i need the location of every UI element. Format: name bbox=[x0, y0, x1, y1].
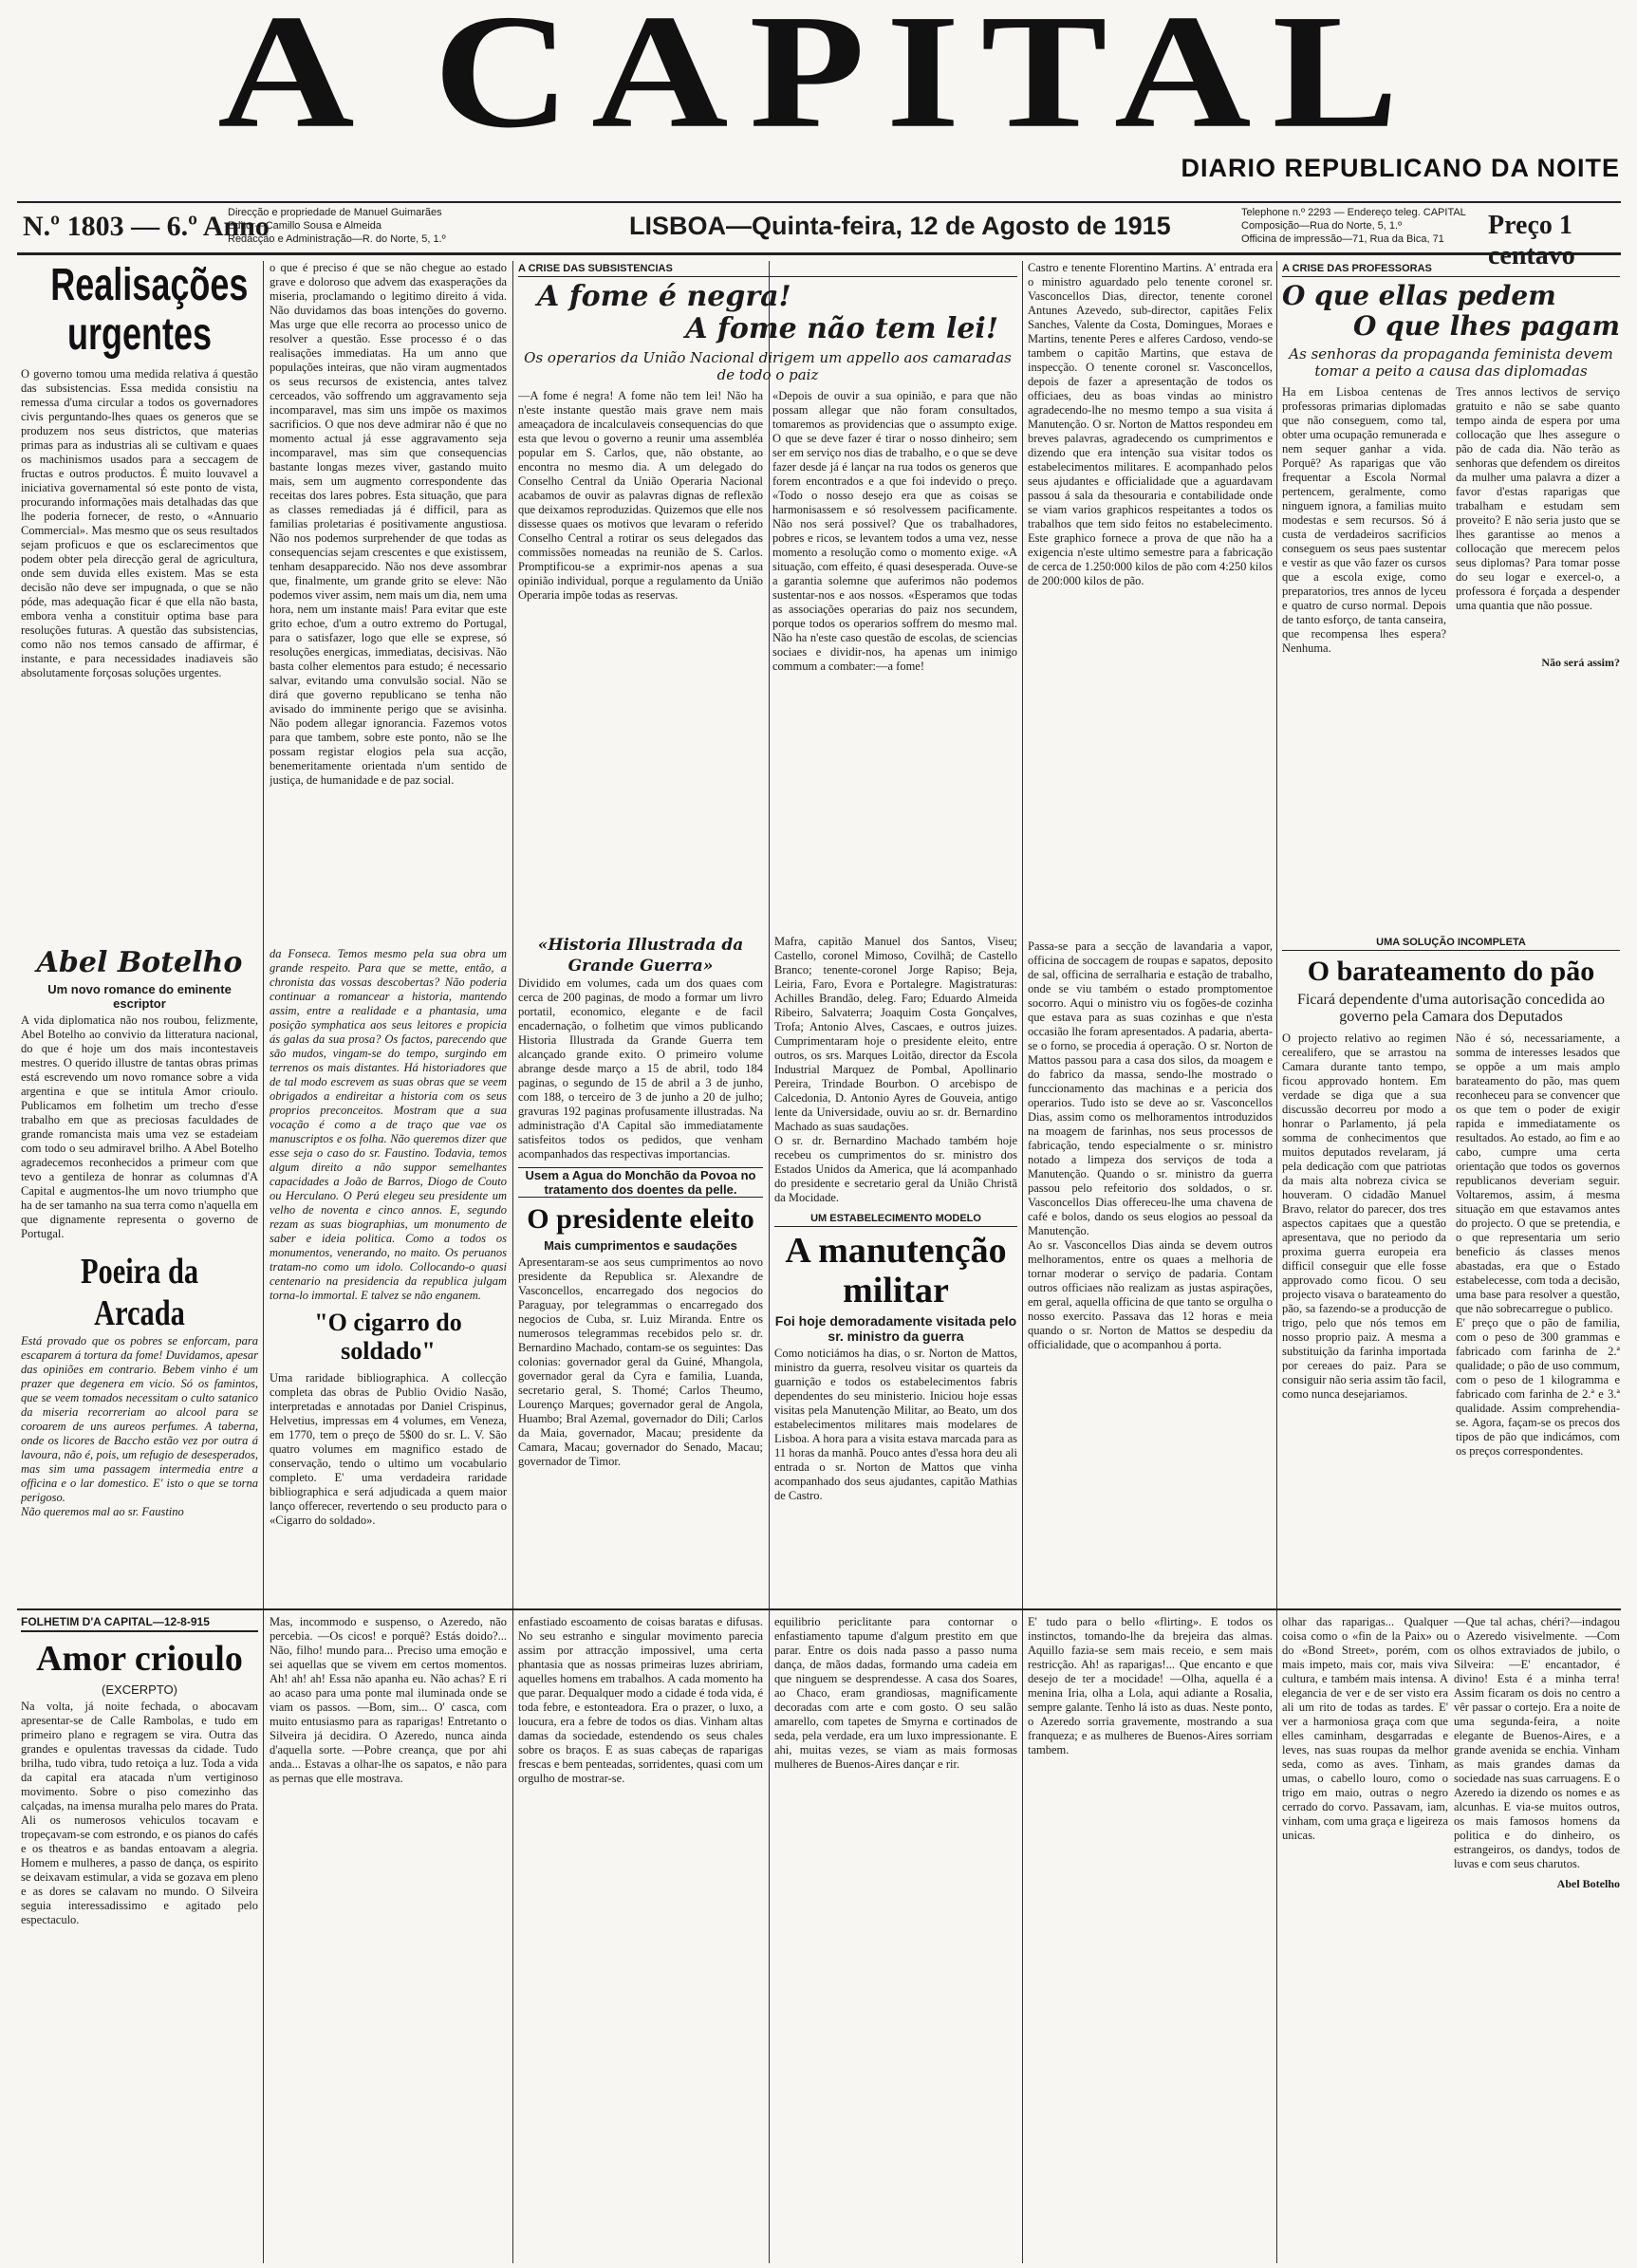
folhetim-column bbox=[518, 1615, 763, 2260]
article-fonseca bbox=[270, 947, 507, 1602]
section-kicker: A CRISE DAS SUBSISTENCIAS bbox=[518, 261, 1017, 277]
direction-line: Direcção e propriedade de Manuel Guimarães bbox=[228, 207, 442, 218]
article-professoras bbox=[1282, 261, 1620, 925]
article-body: O governo tomou uma medida relativa á questão das subsistencias. Essa medida consistiu na remessa d'uma circular a todos os governadores civis perguntando-lhes quaes os generos que se produzem nos seus districtos, que materias primas para as industrias ali se cultivam e quaes os machinismos usados para a seccagem de fructas e outros productos. É muito louvavel a iniciativa governamental só este ponto de vista, procurando informações mais detalhadas das que lhe poderia fornecer, de resto, o «Annuario Commercial». Mas mesmo que os seus resultados sejam proficuos e que os esclarecimentos que podem obter pela direcção geral de agricultura, onde sem duvida elles existem. Mas se esta decisão não deve ser impugnada, o que se não póde, mas adequação ficar é que ella não basta, embora venha a constituir optima base para resoluções futuras. A questão das subsistencias, como não nos temos cansado de affirmar, é instante, e para necessidades inadiaveis são absolutamente forçosas soluções urgentes. bbox=[21, 367, 258, 679]
folhetim-column bbox=[1282, 1615, 1448, 2260]
article-body: —A fome é negra! A fome não tem lei! Não ha n'este instante questão mais grave nem mais ameaçadora de incalculaveis consequencias do que esta que levou o governo a reunir uma assembléa popular em S. Carlos, que, não obstante, ao encontra no mesmo dia. A um delegado do Conselho Central da União Operaria Nacional acabamos de ouvir as palavras dignas de reflexão que deixamos reproduzidas. Quizemos que elle nos dissesse quaes os motivos que levaram o referido Conselho Central a rotirar os seus delegados das commissões nomeadas na reunião de S. Carlos. Promptificou-se a exprimir-nos apenas a sua opinião individual, porque a regulamento da União Operaria impõe todas as reservas. bbox=[518, 389, 763, 602]
article-body: enfastiado escoamento de coisas baratas e difusas. No seu estranho e singular movimento parecia assim por attracção impossivel, uma certa phantasia que as nossas primeiras luzes abririam, aquelles homens em trabalhos. A cada momento ha que parar. Dequalquer modo a cidade é toda vida, é toda febre, e estonteadora. Era o prazer, o luxo, a loucura, era a febre de todos os dias. Vinham altas damas da sociedade, estendendo os seus chales sobre os braços. E as suas cabeças de raparigas frescas e bem penteadas, sorridentes, quasi com um orgulho de mostrar-se. bbox=[518, 1615, 763, 1785]
article-body: o que é preciso é que se não chegue ao estado grave e doloroso que advem das exasperações da miseria, proclamando o legitimo direito á vida. Não duvidamos das boas intenções do governo. Mas urge que elle recorra ao processo unico de resolver a questão. Esse processo é o das realisações immediatas. Ha um anno que populações inteiras, que não viram augmentados os seus recursos de existencia, antes talvez cerceados, vão soffrendo um aggravamento seja incomparavel, mas sim uns impõe os maximos sacrificios. O que nos deve admirar não é que no momento actual já esse aggravamento seja incomparavel, mas sim que consequencias bastante longas mezes viver, gastando muito mais, sem um augmento correspondente das receitas dos lares pobres. Esta situação, que para as classes remediadas já é difficil, para as familias proletarias é positivamente angustiosa. Não nos podemos surprehender de que todas as consequencias sejam crescentes e que existissem, tenham desapparecido. Não nos deve assombrar que, finalmente, um grande grito se eleve: Não podemos viver assim, nem mais um dia, nem uma hora, nem um instante mais! Para evitar que este grito echoe, d'um a outro extremo do Portugal, para o satisfazer, logo que elle se exprese, só resoluções energicas, immediatas, decisivas. Não basta colher elementos para estudo; é necessario salvar, evitando uma convulsão social. Não se dirá que governo republicano se tenha não avisado do imminente perigo que se avisinha. Não podem allegar ignorancia. Fazemos votos para que tambem, sobre este ponto, não se lhe possam registar elogios pela sua acção, benemeritamente orientada n'um sentido de justiça, de humanidade e de paz social. bbox=[270, 261, 507, 787]
headline: Amor crioulo bbox=[36, 1639, 243, 1679]
article-body: E' preço que o pão de familia, com o peso de 300 grammas e fabricado com farinha de 2.ª qualidade; o pão de uso commum, com o peso de 1 kilogramma e fabricado com farinha de 2.ª e 3.ª qualidade. Assim comprehendia-se. Agora, façam-se os precos dos tipos de pão que indicámos, com os preços correspondentes. bbox=[1456, 1316, 1620, 1458]
newspaper-title: A CAPITAL bbox=[217, 0, 1420, 162]
article-continuation bbox=[1028, 261, 1273, 935]
deck: As senhoras da propaganda feminista devem tomar a peito a causa das diplomadas bbox=[1289, 345, 1613, 380]
article-historia bbox=[518, 935, 763, 1604]
section-kicker: UMA SOLUÇÃO INCOMPLETA bbox=[1282, 935, 1620, 951]
section-kicker: A CRISE DAS PROFESSORAS bbox=[1282, 261, 1620, 277]
article-continuation bbox=[1028, 939, 1273, 1604]
headline: O que ellas pedem bbox=[1282, 280, 1556, 311]
article-realisacoes bbox=[21, 261, 258, 939]
headline: O presidente eleito bbox=[527, 1203, 754, 1235]
article-body: Tres annos lectivos de serviço gratuito e não se sabe quanto tempo ainda de espera por uma collocação que lhes assegure o pão de cada dia. Não terão as senhoras que defendem os direitos da mulher uma palavra a dizer a favor d'estas raparigas que trabalham e estudam sem proveito? E não seria justo que se lhes garantisse ao menos a collocação que merecem pelos seus diplomas? Para tomar posse do seu logar e exercel-o, a professora é forçada a despender uma quantia que não possue. bbox=[1456, 385, 1620, 612]
column-rule bbox=[1276, 261, 1277, 2263]
article-body: O projecto relativo ao regimen cerealifero, que se arrastou na Camara durante tanto tempo, ficou approvado hontem. Em verdade se diga que a sua discussão decorreu por modo a honrar o Parlamento, já pela somma de conhecimentos que muitos deputados revelaram, já pela dedicação com que patriotas da mais alta nobreza civica se houveram. O cidadão Manuel Bravo, relator do parecer, dos tres aspectos capitaes que a questão apresentava, que no periodo da proxima guerra europeia era difficil conseguir que elle fosse approvado como ficou. O seu projecto visava o barateamento do pão, sa fazendo-se a producção de trigo, pelo que nós temos em nosso proprio paiz. A mesma a substituição da farinha importada por cereaes do paiz. Para se consiguir não seria assim tão facil, como nunca desejariamos. bbox=[1282, 1032, 1446, 1401]
signature: Não queremos mal ao sr. Faustino bbox=[21, 1505, 184, 1518]
article-body: Está provado que os pobres se enforcam, para escaparem á tortura da fome! Duvidamos, apesar das opiniões em contrario. Bebem vinho é um prazer que degenera em vicio. Só os famintos, que se veem tomados necessitam o culto satanico da miseria recorreriam ao alcool para se coroarem de uns aureos perfumes. A taberna, onde os licores de Baccho estão vez por outra á lavoura, não é, pois, um refugio de desesperados, mas sim uma passagem intermedia entre a officina e o lar domestico. E' isto o que se torna perigoso. bbox=[21, 1334, 258, 1504]
article-body: A vida diplomatica não nos roubou, felizmente, Abel Botelho ao convivio da litteratura nacional, do que é hoje um dos mais incontestaveis mestres. O querido illustre de tantas obras primas está escrevendo um novo romance sobre a vida argentina e que se intitula Amor crioulo. Publicamos em folhetim um trecho d'esse trabalho em que as preciosas faculdades de grande romancista mais uma vez se estadeiam com todo o seu admiravel brilho. A Abel Botelho agradecemos reconhecidos a primeur com que tevo a gentileza de honrar as columnas d'A Capital e augmentos-lhe um novo triumpho que ha de ser tamanho na sua terra como n'aquella em que dignamente representa o governo de Portugal. bbox=[21, 1013, 258, 1240]
signature: Não será assim? bbox=[1541, 656, 1620, 669]
folhetim-column bbox=[774, 1615, 1017, 2260]
folhetim-rule bbox=[17, 1608, 1621, 1610]
contact-info bbox=[1241, 206, 1466, 246]
article-continuation bbox=[270, 261, 507, 939]
price: Preço 1 centavo bbox=[1488, 211, 1575, 270]
article-body: Passa-se para a secção de lavandaria a vapor, officina de soccagem de roupas e sapatos, deposito de sal, officina de serralharia e estação de trabalho, onde se viu também o estado promptomentoe socorro. Aqui o ministro viu os fogões-de cozinha que estava para as suas cozinhas e que n'esta occasião lhe foram apresentados. A padaria, aberta-se o forno, se procedia á operação. O sr. Norton de Mattos passou para a casa dos silos, da moagem e do fabrico da massa, sendo-lhe mostrado o funccionamento das machinas e a pericia dos operarios. Tudo isto se deve ao sr. Vasconcellos Dias, assim como os melhoramentos introduzidos na moagem de farinhas, nos seus processos de fabricação, tendo especialmente o sr. ministro notado a limpeza dos serviços de toda a Manutenção. Quando o sr. ministro da guerra passou pelo refeitorio dos soldados, o sr. Vasconcellos Dias offereceu-lhe uma chavena de café e bolos, dando os seus elogios ao pessoal da Manutenção. bbox=[1028, 939, 1273, 1237]
article-body: Como noticiámos ha dias, o sr. Norton de Mattos, ministro da guerra, resolveu visitar os quarteis da guarnição e todos os estabelecimentos fabris dependentes do seu ministerio. Iniciou hoje essas visitas pela Manutenção Militar, ao Beato, um dos estabelecimentos militares mais modelares de Lisboa. A hora para a visita estava marcada para as 11 horas da manhã. Pouco antes d'essa hora deu ali entrada o sr. Norton de Mattos que vinha acompanhado dos seus ajudantes, capitão Mathias de Castro. bbox=[774, 1347, 1017, 1502]
article-abel-botelho bbox=[21, 947, 258, 1602]
deck: Os operarios da União Nacional dirigem um appello aos camaradas de todo o paiz bbox=[524, 349, 1012, 383]
folhetim-column bbox=[1028, 1615, 1273, 2260]
composition-line: Composição—Rua do Norte, 5, 1.º bbox=[1241, 220, 1403, 232]
address-line: Redacção e Administração—R. do Norte, 5, 1.º bbox=[228, 233, 446, 245]
column-rule bbox=[1022, 261, 1023, 2263]
headline: O que lhes pagam bbox=[1352, 310, 1620, 342]
article-body: Não é só, necessariamente, a somma de interesses lesados que se oppõe a um mais amplo barateamento do pão, mas quem reconheceu para se convencer que os que tem o poder de exigir rapida e immediatamente os resultados. Ao estado, ao fim e ao cabo, cumpre uma certa orientação que todos os governos republicanos deveriam seguir. Voltaremos, assim, á mesma situação em que estavamos antes do projecto. O que se pretendia, e o que representaria um serio beneficio ás classes menos abastadas, era que o Estado estabelecesse, com toda a decisão, uma base para resolver a questão, que não sobrecarregue o publico. bbox=[1456, 1032, 1620, 1315]
headline: Realisações urgentes bbox=[50, 261, 249, 360]
folhetim-label: FOLHETIM D'A CAPITAL—12-8-915 bbox=[21, 1615, 258, 1632]
headline: A fome não tem lei! bbox=[685, 312, 998, 345]
advert: Usem a Agua do Monchão da Povoa no tratamento dos doentes da pelle. bbox=[518, 1167, 763, 1198]
subheadline: (EXCERPTO) bbox=[102, 1682, 177, 1697]
article-body: Ha em Lisboa centenas de professoras primarias diplomadas que não conseguem, como tal, obter uma ocupação remunerada e nem sequer ganhar a vida. Porquê? As raparigas que vão frequentar a Escola Normal pertencem, geralmente, como ninguem ignora, a familias muito modestas e sem recursos. Só á custa de verdadeiros sacrificios conseguem os seus paes sustentar e vestir as que vão fazer os cursos que a escola exige, como preparatorios, tres annos de lyceu e quatro de curso normal. Depois de tanto esforço, de tanta canseira, que recompensa lhes espera? Nenhuma. bbox=[1282, 385, 1446, 655]
folhetim-column bbox=[270, 1615, 507, 2260]
printing-line: Officina de impressão—71, Rua da Bica, 71 bbox=[1241, 233, 1444, 245]
headline: O barateamento do pão bbox=[1307, 956, 1595, 987]
article-body: Apresentaram-se aos seus cumprimentos ao novo presidente da Republica sr. Alexandre de Vasconcellos, encarregado dos negocios do Paraguay, por telegrammas o encarregado dos negocios de Cuba, sr. Luiz Miranda. Entre os numerosos telegrammas recebidos pelo sr. dr. Bernardino Machado, contam-se os seguintes: Das colonias: governador geral da Guiné, Mhangola, governador geral da Cyra e familia, Luanda, secretario geral, S. Thomé; Carlos Theumo, Lourenço Marques; governador geral de Angola, Huambo; Bral Azemal, governador do Dili; Carlos da Maia, governador, Macau; presidente da Camara, Macau; governador do Senado, Macau; governador de Timor. bbox=[518, 1255, 763, 1468]
article-body: Dividido em volumes, cada um dos quaes com cerca de 200 paginas, de modo a formar um livro portatil, economico, elegante e de facil encadernação, o folhetim que vimos publicando Historia Illustrada da Grande Guerra tem alcançado grande exito. O primeiro volume abrange desde março a 15 de abril, todo 184 paginas, o segundo de 15 de abril a 3 de junho, com 188, o terceiro de 3 de junho a 20 de julho; gravuras 192 paginas profusamente illustradas. Na administração d'A Capital são immediatamente satisfeitos todos os pedidos, que venham acompanhados das respectivas importancias. bbox=[518, 976, 763, 1161]
column-rule bbox=[512, 261, 513, 2263]
telephone-line: Telephone n.º 2293 — Endereço teleg. CAPITAL bbox=[1241, 207, 1466, 218]
article-barateamento bbox=[1282, 935, 1620, 1604]
article-body: E' tudo para o bello «flirting». E todos os instinctos, tomando-lhe da brejeira das almas. Aquillo fazia-se sem mais receio, e sem mais restricção. Ah! as raparigas!... Que encanto e que desejo de ter a mocidade! —Olha, aquella é a menina Iria, olha a Lola, aqui adiante a Rosalia, sempre galante. Tenho lá isto as duas. Neste ponto, o Azeredo sorria gravemente, mostrando a sua franqueza; e as mulheres de Buenos-Aires sorriam tambem. bbox=[1028, 1615, 1273, 1757]
masthead bbox=[0, 0, 1637, 180]
headline: A fome é negra! bbox=[537, 280, 791, 313]
article-fome bbox=[518, 261, 1017, 930]
article-body: Ao sr. Vasconcellos Dias ainda se devem outros melhoramentos, entre os quaes a melhoria de tornar moderar o serviço de padaria. Contam outros officiaes não realizam as justas aspirações, em geral, aquella officina de que tanto se orgulha o nosso exercito. Passava das 12 horas e meia quando o sr. Norton de Mattos se despediu da officialidade, que o acompanhou á porta. bbox=[1028, 1238, 1273, 1351]
folhetim bbox=[21, 1615, 258, 2260]
headline: Abel Botelho bbox=[36, 947, 243, 979]
headline: "O cigarro do soldado" bbox=[314, 1309, 462, 1365]
column-rule bbox=[263, 261, 264, 2263]
signature: Abel Botelho bbox=[1556, 1877, 1620, 1890]
subheadline: Um novo romance do eminente escriptor bbox=[47, 982, 232, 1011]
subheadline: Ficará dependente d'uma autorisação concedida ao governo pela Camara dos Deputados bbox=[1296, 992, 1606, 1025]
article-body: Na volta, já noite fechada, o abocavam apresentar-se de Calle Rambolas, e tudo em primeiro plano e regragem se vira. Outra das grandes e opulentas travessas da cidade. Tudo brilha, tudo vibra, tudo retoiça a luz. Toda a vida da capital era atacada n'um vertiginoso movimento. Sobre o piso comezinho das calçadas, na imensa muralha pelo mares do Prata. Ali os numerosos vehiculos tocavam e tropeçavam-se com estrondo, e os pianos do cafés e os theatros e as bandas entoavam a alegria. Homem e mulheres, a passo de dança, os espirito se deixavam estimular, a vida se gozava em pleno e as dores se calavam no mundo. O Silveira seguia interessadissimo e agitado pelo espectaculo. bbox=[21, 1700, 258, 1926]
headline: A manutenção militar bbox=[785, 1231, 1007, 1311]
article-body: Uma raridade bibliographica. A collecção completa das obras de Publio Ovidio Nasão, interpretadas e annotadas por Daniel Crispinus, Helvetius, impressas em 4 volumes, em Veneza, em 1770, tem o preço de 5$00 do sr. L. V. São quatro volumes em magnifico estado de conservação, tendo o ultimo um vocabulario completo. E' uma verdadeira raridade bibliographica e será adjudicada a quem maior lanço offerecer, revertendo o seu producto para o «Cigarro do soldado». bbox=[270, 1371, 507, 1527]
article-body: equilibrio periclitante para contornar o enfastiamento tapume d'algum prestito em que parar. Entre os dois nada passo a passo numa dança, de mãos dadas, formando uma cadeia em que ninguem se desprendesse. A casa dos Soares, ao Chaco, eram grandiosas, magnificamente decoradas com arte e com gosto. O seu salão amarello, com tapetes de Smyrna e cortinados de seda, pela verdade, era um luxo impressionante. E ahi, muitas vezes, se viam as mais formosas mulheres de Buenos-Aires dançar e rir. bbox=[774, 1615, 1017, 1771]
subheadline: Foi hoje demoradamente visitada pelo sr. ministro da guerra bbox=[774, 1313, 1017, 1344]
article-body: olhar das raparigas... Qualquer coisa como o «fin de la Paix» ou do «Bond Street», porém, com mais impeto, mais cor, mais viva cultura, e também mais intensa. A elegancia de ver e de ser visto era ali um rito de todas as tardes. E' ver a harmoniosa graça com que elles caminham, desgarradas e leves, nas suas roupas da melhor seda, como as aves. Tinham, umas, o cabello louro, como o trigo em maio, outras o negro cerrado do corvo. Passavam, iam, vinham, com uma graça e ligeireza unicas. bbox=[1282, 1615, 1448, 1842]
newspaper-subtitle: DIARIO REPUBLICANO DA NOITE bbox=[1181, 154, 1620, 182]
article-manutencao bbox=[774, 935, 1017, 1604]
subheadline: Mais cumprimentos e saudações bbox=[544, 1238, 737, 1253]
issue-number: N.º 1803 — 6.º Anno bbox=[23, 211, 270, 242]
editor-line: Editor—Camillo Sousa e Almeida bbox=[228, 220, 382, 232]
article-body: —Que tal achas, chéri?—indagou o Azeredo visivelmente. —Com os olhos extraviados de jubilo, o Silveira: —E' encantador, é divino! Esta é a minha terra! Assim ficaram os dois no centro a vêr passar o cortejo. Era a noite de uma segunda-feira, a noite elegante de Buenos-Aires, e a grande avenida se enchia. Vinham as mais grandes damas da sociedade nas suas carruagens. E o Azeredo ia dizendo os nomes e as alcunhas. E via-se muitos outros, os mais famosos homens da politica e do dinheiro, os estrangeiros, os dandys, todos de luvas e com seus charutos. bbox=[1454, 1615, 1620, 1870]
direction-info bbox=[228, 206, 446, 246]
article-body: O sr. dr. Bernardino Machado também hoje recebeu os cumprimentos do sr. ministro dos Estados Unidos da America, que lá acompanhado do presidente e secretario geral da União Christã da Mocidade. bbox=[774, 1134, 1017, 1204]
article-body: Castro e tenente Florentino Martins. A' entrada era o ministro aguardado pelo tenente coronel sr. Vasconcellos Dias, director, tenente coronel Antunes Azevedo, sub-director, capitães Felix Sanches, Valente da Costa, Domingues, Moraes e Martins, tenente Peres e alferes Cardoso, vendo-se tambem o capitão Martins, que estava de inspecção. O tenente coronel sr. Vasconcellos, depois de fazer a apresentação de todos os officiaes, deu as boas vindas ao ministro agradecendo-lhe no mesmo tempo a sua visita á Manutenção. O sr. Norton de Mattos respondeu em breves palavras, agradecendo os cumprimentos e dizendo que era intenção sua visitar todos os estabelecimentos militares. E acompanhado pelos seus ajudantes e officialidade que a aguardavam passou á sala da thesouraria e contabilidade onde se viam varios graphicos respeitantes a todos os trabalhos que tem sido feitos no estabelecimento. Este graphico fornece a prova de que não ha a exigencia n'este ultimo semestre para a fabricação de cerca de 1.250:000 kilos de pão com 4:250 kilos de 200:000 kilos de pão. bbox=[1028, 261, 1273, 587]
headline: «Historia Illustrada da Grande Guerra» bbox=[537, 936, 744, 976]
article-body: Mafra, capitão Manuel dos Santos, Viseu; Castello, coronel Mimoso, Covilhã; de Castello Branco; tenente-coronel Jorge Rapiso; Beja, Leiria, Faro, Evora e Portalegre. Magistraturas: Achilles Brandão, deleg. Faro; Eduardo Almeida Ribeiro, Salvaterra; Joaquim Costa Gonçalves, Trofa; Antonio Alves, Cascaes, e outros juizes. Cumprimentaram hoje o presidente eleito, entre outros, os srs. Marques Loitão, director da Escola Industrial Marquez de Pombal, Apollinario Pereira, Trindade Bourbon. O arcebispo de Calcedonia, D. Antonio Ayres de Gouveia, antigo lente da Universidade, ouviu ao sr. dr. Bernardino Machado as suas saudações. bbox=[774, 935, 1017, 1133]
headline: Poeira da Arcada bbox=[80, 1252, 199, 1333]
place-date: LISBOA—Quinta-feira, 12 de Agosto de 1915 bbox=[629, 212, 1171, 240]
section-kicker: UM ESTABELECIMENTO MODELO bbox=[774, 1211, 1017, 1227]
article-body: «Depois de ouvir a sua opinião, e para que não possam allegar que não foram consultados, tomaremos as providencias que o assumpto exige. O que se deve fazer é tirar o nosso dinheiro; sem ser em serviço nos dias de trabalho, e o que se deve fazer desde já é lançar na rua todos os generos que forem encontrados e a que foi indevido o preço. «Todo o nosso desejo era que as coisas se harmonisassem e só resolvessem pacificamente. Não nos será possivel? Que os trabalhadores, pobres e ricos, se levantem todos a uma vez, nesse momento a resolução como o momento exige. «A situação, com effeito, é quasi desesperada. Ouve-se a garantia solemne que auferimos não podemos sustentar-nos e aos nossos. «Esperamos que todas as associações operarias do paiz nos secundem, porque todos os operarios soffrem do mesmo mal. Não ha n'este caso questão de escolas, de sciencias sociaes e dividir-nos, ha apenas um inimigo commum a combater:—a fome! bbox=[772, 389, 1017, 673]
article-body: Mas, incommodo e suspenso, o Azeredo, não percebia. —Os cicos! e porquê? Estás doido?... Não, filho! mundo para... Preciso uma emoção e sei aquellas que se vivem em certos momentos. Ah! ah! ah! Essa não apanha eu. Não achas? E ri ao acaso para uma ponte mal iluminada onde se viam os passos. —Bom, sim... O' casca, com muito entusiasmo para as raparigas! Entretanto o Silveira já decidira. O Azeredo, nunca ainda d'aquella sorte. —Pobre creança, que por ahi anda... Estavas a olhar-lhe os sapatos, e não para as pernas que elle mostrava. bbox=[270, 1615, 507, 1785]
folhetim-column bbox=[1454, 1615, 1620, 2260]
article-body: da Fonseca. Temos mesmo pela sua obra um grande respeito. Para que se mette, então, a chronista das vossas descobertas? Não poderia continuar a romancear a historia, mantendo assim, entre a realidade e a phantasia, uma posição symphatica aos seus leitores e propicia ás galas da sua prosa? Os factos, parecendo que são mudos, vingam-se do tempo, surgindo em terrenos os mais distantes. Há historiadores que de tal modo escrevem as suas obras que se veem obrigados a endireitar a historia com os seus proprios preconceitos. Mostram que a sua vocação é como a de traço que vae os manuscriptos e os folha. Não queremos dizer que esse seja o caso do sr. Faustino. Todavia, temos algum direito a não suppor semelhantes capacidades a João de Barros, Diogo de Couto ou Herculano. O Perú elegeu seu presidente um velho de noventa e cinco annos. E, segundo rezam as suas biographias, um monumento de saber e ideia politica. Como a todos os monumentos, venerando, no maito. Os peruanos tratam-no como um idolo. Collocando-o quasi centenario na presidencia da republica julgam torna-lo immortal. E talvez se não enganem. bbox=[270, 947, 507, 1302]
